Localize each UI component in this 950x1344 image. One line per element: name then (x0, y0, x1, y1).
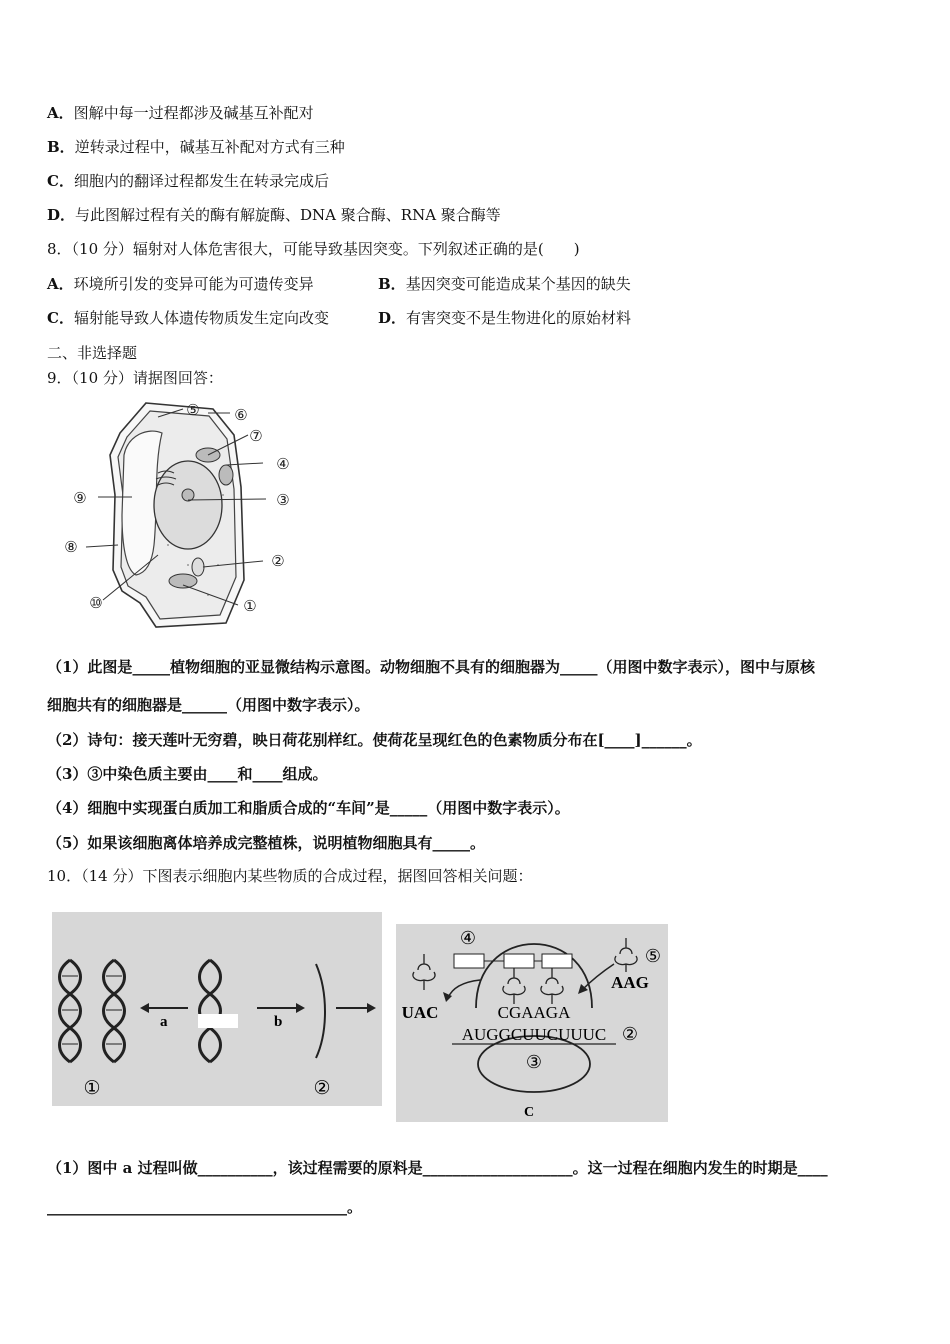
cell-label-1: ① (243, 599, 257, 615)
process-b-label: b (274, 1014, 283, 1030)
fig2-caption-c: C (523, 1105, 535, 1120)
q10-sub-1a: （1）图中 a 过程叫做__________，该过程需要的原料是____________________。这一过程在细胞内发生的时期是____ (47, 1159, 828, 1177)
q7-option-d (47, 204, 501, 225)
option-key: C． (47, 309, 74, 327)
q8-stem: 8．（10 分）辐射对人体危害很大，可能导致基因突变。下列叙述正确的是( ) (47, 240, 580, 258)
q8-row-1 (47, 273, 314, 294)
q9-sub-4: （4）细胞中实现蛋白质加工和脂质合成的“车间”是_____（用图中数字表示）。 (47, 799, 570, 817)
trna-anticodons: CGAAGA (497, 1003, 571, 1022)
q9-sub-2: （2）诗句：接天莲叶无穷碧，映日荷花别样红。使荷花呈现红色的色素物质分布在[____]______。 (47, 731, 702, 749)
q9-sub-5: （5）如果该细胞离体培养成完整植株，说明植物细胞具有_____。 (47, 834, 485, 852)
mrna-sequence: AUGGCUUCUUUC (461, 1025, 607, 1044)
q8-option-c (47, 307, 329, 328)
option-key: A． (47, 104, 74, 122)
q10-stem: 10．（14 分）下图表示细胞内某些物质的合成过程，据图回答相关问题： (47, 867, 533, 885)
option-text: 图解中每一过程都涉及碱基互补配对 (73, 104, 314, 122)
cell-label-9: ⑨ (73, 491, 87, 507)
translation-figure (396, 924, 668, 1122)
anticodon-aag: AAG (611, 973, 649, 992)
option-text: 与此图解过程有关的酶有解旋酶、DNA 聚合酶、RNA 聚合酶等 (75, 206, 501, 224)
q9-sub-1a: （1）此图是_____植物细胞的亚显微结构示意图。动物细胞不具有的细胞器为_____（用图中数字表示），图中与原核 (47, 658, 815, 676)
plant-cell-diagram (58, 395, 308, 630)
option-text: 环境所引发的变异可能为可遗传变异 (73, 275, 314, 293)
q8-option-a (47, 275, 314, 293)
fig1-label-1: ① (83, 1078, 101, 1099)
q8-option-d (378, 307, 631, 328)
cell-label-2: ② (271, 554, 285, 570)
option-key: B． (47, 138, 75, 156)
q9-stem: 9．（10 分）请据图回答： (47, 369, 223, 387)
q7-option-c (47, 170, 329, 191)
cell-label-4: ④ (276, 457, 290, 473)
q10-sub-1b: ________________________________________。 (47, 1198, 363, 1216)
q7-option-b (47, 136, 345, 157)
option-key: D． (47, 206, 76, 224)
anticodon-uac: UAC (401, 1003, 439, 1022)
option-key: C． (47, 172, 74, 190)
option-text: 细胞内的翻译过程都发生在转录完成后 (73, 172, 329, 190)
dna-process-figure (52, 912, 382, 1106)
cell-label-8: ⑧ (64, 540, 78, 556)
option-text: 逆转录过程中，碱基互补配对方式有三种 (74, 138, 345, 156)
q9-sub-3: （3）③中染色质主要由____和____组成。 (47, 765, 328, 783)
fig2-label-2: ② (621, 1024, 639, 1044)
option-key: A． (47, 275, 74, 293)
q9-sub-1b: 细胞共有的细胞器是______（用图中数字表示）。 (47, 696, 370, 714)
option-text: 有害突变不是生物进化的原始材料 (406, 309, 632, 327)
option-key: B． (378, 275, 406, 293)
cell-label-10: ⑩ (89, 596, 103, 612)
q7-option-a (47, 102, 314, 123)
option-key: D． (378, 309, 407, 327)
option-text: 基因突变可能造成某个基因的缺失 (405, 275, 631, 293)
cell-label-3: ③ (276, 493, 290, 509)
fig2-label-4: ④ (459, 928, 477, 948)
q8-option-b (378, 273, 631, 294)
option-text: 辐射能导致人体遗传物质发生定向改变 (73, 309, 329, 327)
fig2-label-5: ⑤ (644, 946, 662, 966)
cell-label-7: ⑦ (249, 429, 263, 445)
fig1-label-2: ② (313, 1078, 331, 1099)
cell-label-5: ⑤ (186, 403, 200, 419)
process-a-label: a (160, 1014, 168, 1030)
section-heading: 二、非选择题 (47, 344, 138, 362)
cell-label-6: ⑥ (234, 408, 248, 424)
fig2-label-3: ③ (525, 1052, 543, 1072)
